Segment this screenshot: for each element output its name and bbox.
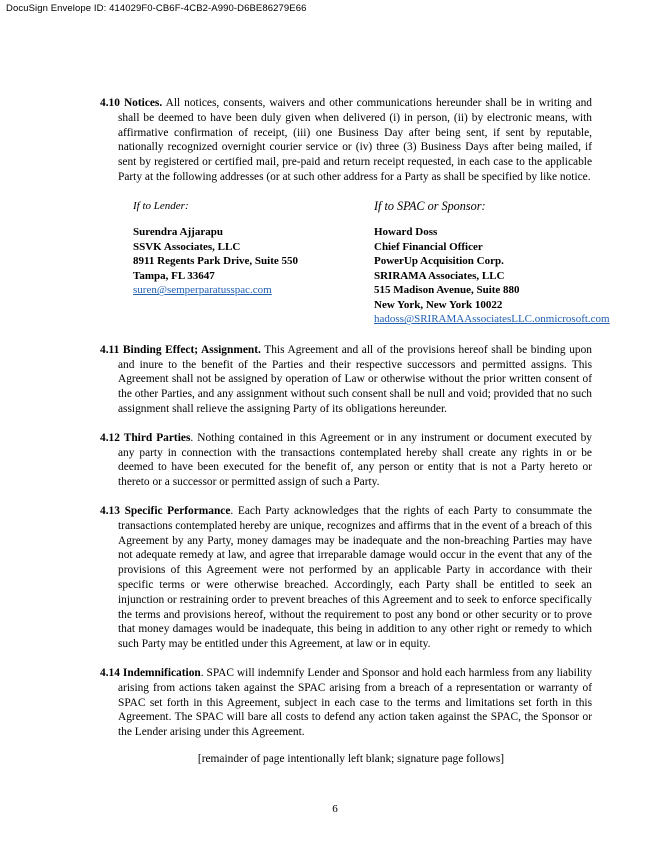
lender-header: If to Lender: (133, 199, 189, 212)
section-heading: 4.13 Specific Performance (100, 504, 231, 517)
spac-sponsor: SRIRAMA Associates, LLC (374, 269, 505, 282)
notice-addresses (100, 198, 610, 329)
lender-company: SSVK Associates, LLC (133, 240, 241, 253)
spac-email-link[interactable]: hadoss@SRIRAMAAssociatesLLC.onmicrosoft.com (374, 313, 610, 326)
remainder-note: [remainder of page intentionally left blank; signature page follows] (197, 752, 505, 765)
envelope-id: DocuSign Envelope ID: 414029F0-CB6F-4CB2-A990-D6BE86279E66 (6, 3, 307, 14)
page-number: 6 (332, 803, 338, 815)
section-text: . Nothing contained in this Agreement or in any instrument or document executed by any party in connection with the transactions contemplated hereby shall create any rights in or be deemed to have been executed for the benefit of, any person or entity that is not a Party hereto or thereto or a successor or permitted assign of such a Party. (118, 431, 592, 489)
section-4-13 (100, 504, 592, 652)
document-page (100, 96, 610, 767)
section-4-14 (100, 666, 592, 740)
spac-header: If to SPAC or Sponsor: (374, 198, 486, 213)
section-heading: 4.14 Indemnification (100, 666, 201, 679)
section-heading: 4.12 Third Parties (100, 431, 191, 444)
lender-name: Surendra Ajjarapu (133, 226, 223, 239)
section-text: . Each Party acknowledges that the rights of each Party to consummate the transactions contemplated hereby are unique, recognizes and affirms that in the event of a breach of this Agreement by any Party, money damages may be inadequate and the non-breaching Parties may have not adequate remedy at law, and agree that irreparable damage would occur in the event that any of the provisions of this Agreement were not performed by an applicable Party in accordance with their specific terms or were otherwise breached. Accordingly, each Party shall be entitled to seek an injunction or restraining order to prevent breaches of this Agreement and to seek to enforce specifically the terms and provisions hereof, without the requirement to post any bond or other security or to prove that money damages would be inadequate, this being in addition to any other right or remedy to which such Party may be entitled under this Agreement, at law or in equity. (118, 504, 592, 651)
section-4-11 (100, 343, 592, 417)
section-4-10 (100, 96, 592, 185)
lender-address (133, 199, 353, 298)
section-text: All notices, consents, waivers and other communications hereunder shall be in writing and shall be deemed to have been duly given when delivered (i) in person, (ii) by electronic means, with affirmative confirmation of receipt, (iii) one Business Day after being sent, if sent by reputable, nationally recognized overnight courier service or (iv) three (3) Business Days after being mailed, if sent by registered or certified mail, pre-paid and return receipt requested, in each case to the applicable Party at the following addresses (or at such other address for a Party as shall be specified by like notice. (118, 97, 592, 183)
section-4-12 (100, 431, 592, 490)
section-text: . SPAC will indemnify Lender and Sponsor and hold each harmless from any liability arising from actions taken against the SPAC arising from a breach of a representation or warranty of SPAC set forth in this Agreement, subject in each case to the terms and limitations set forth in this Agreement. The SPAC will bare all costs to defend any action taken against the SPAC, the Sponsor or the Lender arising under this Agreement. (118, 666, 593, 739)
spac-city: New York, New York 10022 (374, 298, 503, 311)
lender-city: Tampa, FL 33647 (133, 269, 215, 282)
lender-street: 8911 Regents Park Drive, Suite 550 (133, 255, 298, 268)
spac-company: PowerUp Acquisition Corp. (374, 255, 504, 268)
section-heading: 4.11 Binding Effect; Assignment. (100, 343, 261, 356)
spac-address (374, 199, 624, 327)
spac-street: 515 Madison Avenue, Suite 880 (374, 284, 520, 297)
section-text: This Agreement and all of the provisions hereof shall be binding upon and inure to the benefit of the Parties and their respective successors and permitted assigns. This Agreement shall not be assigned by operation of Law or otherwise without the prior written consent of the other Parties, and any assignment without such consent shall be null and void; provided that no such assignment shall relieve the assigning Party of its obligations hereunder. (118, 343, 592, 415)
section-heading: 4.10 Notices. (100, 97, 163, 109)
lender-email-link[interactable]: suren@semperparatusspac.com (133, 284, 272, 297)
spac-contact-name: Howard Doss (374, 226, 438, 239)
spac-contact-title: Chief Financial Officer (374, 240, 483, 253)
